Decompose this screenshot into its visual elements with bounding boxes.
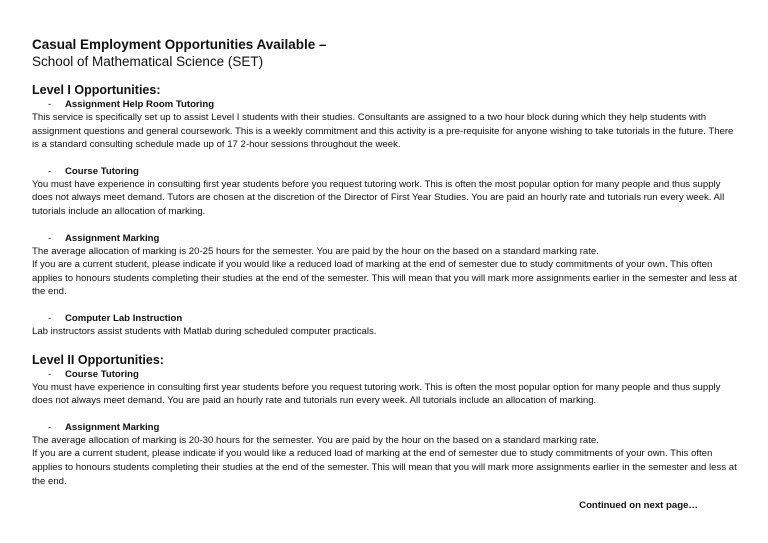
bullet-dash: - [48,368,52,380]
description-paragraph: You must have experience in consulting first year students before you request tutoring work. This is often the most popular option for many people and thus supply does not always meet demand. You are paid an hourly rate and tutorials run every week. All tutorials include an allocation of marking. [32,381,721,407]
bullet-dash: - [48,99,52,110]
opportunity-heading [32,165,738,178]
bullet-dash: - [48,312,52,324]
opportunity-item [32,232,738,299]
level-section [32,82,738,339]
bullet-dash: - [48,165,52,177]
description-paragraph: This service is specifically set up to assist Level I students with their studies. Consultants are assigned to a two hour block during which they help students with assignment questions and general coursework. This is a weekly commitment and this activity is a pre-requisite for anyone wishing to take tutorials in the future. There is a standard consulting schedule made up of 17 2-hour sessions throughout the week. [32,112,734,151]
level-heading: Level II Opportunities: [32,352,164,367]
opportunity-description [32,178,738,219]
opportunity-heading [32,98,738,111]
opportunity-name: Course Tutoring [65,165,139,177]
opportunity-item [32,165,738,219]
opportunity-description [32,381,738,408]
continued-note: Continued on next page… [579,500,698,511]
opportunity-name: Assignment Help Room Tutoring [65,99,215,110]
opportunity-description [32,325,738,339]
opportunity-description [32,111,738,152]
document-subtitle: School of Mathematical Science (SET) [32,54,264,69]
opportunity-heading [32,312,738,325]
bullet-dash: - [48,232,52,244]
opportunity-description [32,434,738,488]
bullet-dash: - [48,421,52,433]
document-title: Casual Employment Opportunities Available – [32,37,327,52]
description-paragraph: The average allocation of marking is 20-25 hours for the semester. You are paid by the hour on the based on a standard marking rate. [32,245,599,257]
opportunity-name: Assignment Marking [65,232,160,244]
levels-container [32,82,738,488]
description-paragraph: If you are a current student, please indicate if you would like a reduced load of marking at the end of semester due to study commitments of your own. This often applies to honours students completing their studies at the end of the semester. This will mean that you will mark more assignments earlier in the semester and less at the end. [32,448,737,487]
level-section [32,352,738,489]
opportunity-name: Assignment Marking [65,421,160,433]
opportunity-description [32,245,738,299]
opportunity-item [32,421,738,488]
opportunity-name: Computer Lab Instruction [65,312,183,324]
opportunity-heading [32,368,738,381]
opportunity-heading [32,421,738,434]
opportunity-item [32,98,738,152]
description-paragraph: You must have experience in consulting first year students before you request tutoring work. This is often the most popular option for many people and thus supply does not always meet demand. Tutors are chosen at the discretion of the Director of First Year Studies. You are paid an hourly rate and tutorials run every week. All tutorials include an allocation of marking. [32,178,725,217]
opportunity-item [32,368,738,408]
opportunity-name: Course Tutoring [65,368,139,380]
opportunity-heading [32,232,738,245]
description-paragraph: Lab instructors assist students with Matlab during scheduled computer practicals. [32,325,377,337]
description-paragraph: If you are a current student, please indicate if you would like a reduced load of marking at the end of semester due to study commitments of your own. This often applies to honours students completing their studies at the end of the semester. This will mean that you will mark more assignments earlier in the semester and less at the end. [32,259,737,298]
description-paragraph: The average allocation of marking is 20-30 hours for the semester. You are paid by the hour on the based on a standard marking rate. [32,434,599,446]
level-heading: Level I Opportunities: [32,83,161,97]
opportunity-item [32,312,738,339]
